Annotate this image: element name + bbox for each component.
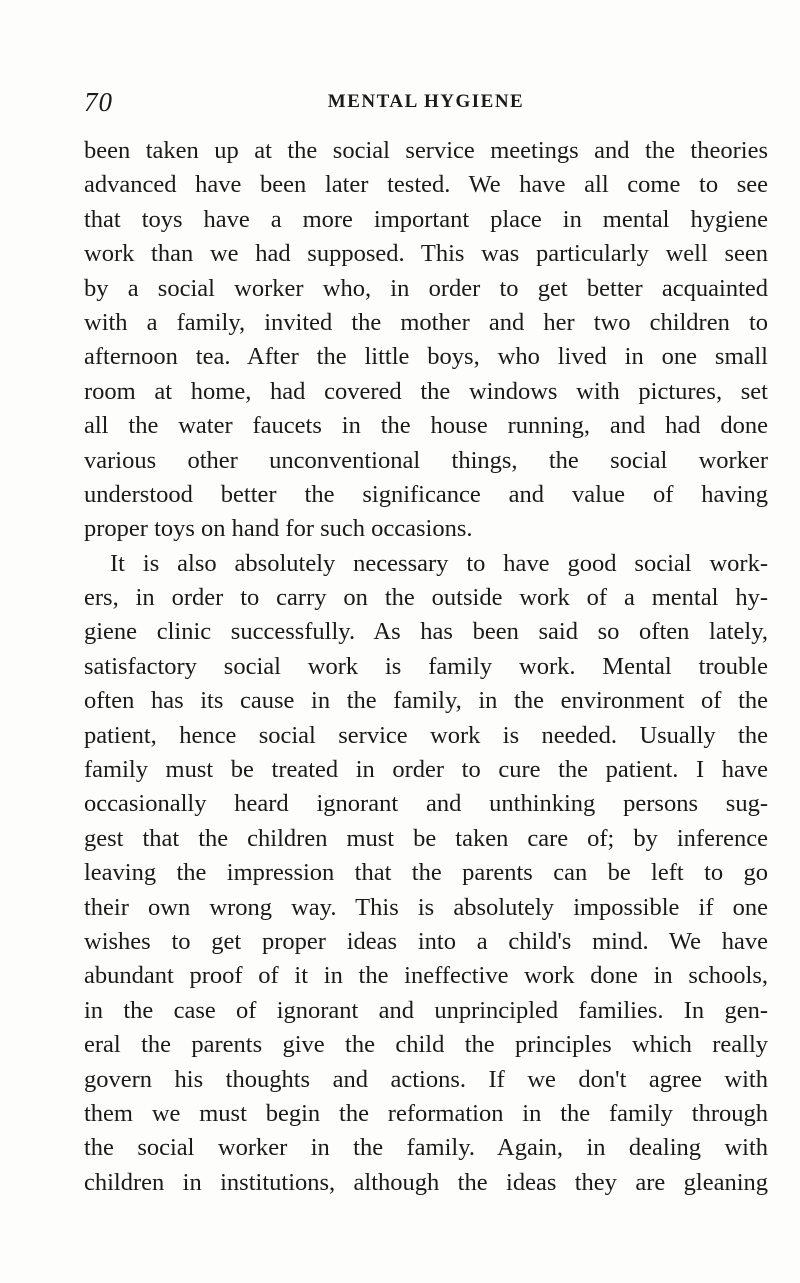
text-line: them we must begin the reformation in the family through (84, 1099, 768, 1127)
text-line: various other unconventional things, the social worker (84, 446, 768, 474)
page-header (84, 88, 768, 116)
text-line: the social worker in the family. Again, in dealing with (84, 1134, 768, 1162)
text-line: in the case of ignorant and unprincipled families. In gen- (84, 996, 768, 1024)
text-line: gest that the children must be taken care of; by inference (84, 824, 768, 852)
text-line: room at home, had covered the windows with pictures, set (84, 377, 768, 405)
text-line: govern his thoughts and actions. If we don't agree with (84, 1065, 768, 1093)
text-line: their own wrong way. This is absolutely impossible if one (84, 893, 768, 921)
body-text (84, 134, 768, 1200)
text-line: with a family, invited the mother and her two children to (84, 308, 768, 336)
text-line: It is also absolutely necessary to have good social work- (110, 549, 768, 577)
text-line: understood better the significance and value of having (84, 480, 768, 508)
text-line: all the water faucets in the house running, and had done (84, 412, 768, 440)
page-number: 70 (84, 87, 113, 117)
text-line: occasionally heard ignorant and unthinking persons sug- (84, 790, 768, 818)
paragraph (84, 547, 768, 1200)
text-line: children in institutions, although the ideas they are gleaning (84, 1168, 768, 1196)
text-line: patient, hence social service work is needed. Usually the (84, 721, 768, 749)
text-line: often has its cause in the family, in the environment of the (84, 687, 768, 715)
running-head: MENTAL HYGIENE (327, 91, 525, 112)
text-line: abundant proof of it in the ineffective work done in schools, (84, 962, 768, 990)
text-line: leaving the impression that the parents can be left to go (84, 859, 768, 887)
text-line: by a social worker who, in order to get better acquainted (84, 274, 768, 302)
text-line: advanced have been later tested. We have all come to see (84, 171, 768, 199)
text-line: that toys have a more important place in mental hygiene (84, 205, 768, 233)
text-line: family must be treated in order to cure the patient. I have (84, 756, 768, 784)
text-line: been taken up at the social service meetings and the theories (84, 137, 768, 164)
text-line: ers, in order to carry on the outside work of a mental hy- (84, 584, 768, 612)
text-line: eral the parents give the child the principles which really (84, 1031, 768, 1059)
text-line: work than we had supposed. This was particularly well seen (84, 240, 768, 268)
text-line: wishes to get proper ideas into a child's mind. We have (84, 927, 768, 955)
text-line: proper toys on hand for such occasions. (84, 515, 473, 543)
paragraph (84, 134, 768, 547)
text-line: giene clinic successfully. As has been said so often lately, (84, 618, 768, 646)
text-line: satisfactory social work is family work. Mental trouble (84, 652, 768, 680)
text-line: afternoon tea. After the little boys, who lived in one small (84, 343, 768, 371)
